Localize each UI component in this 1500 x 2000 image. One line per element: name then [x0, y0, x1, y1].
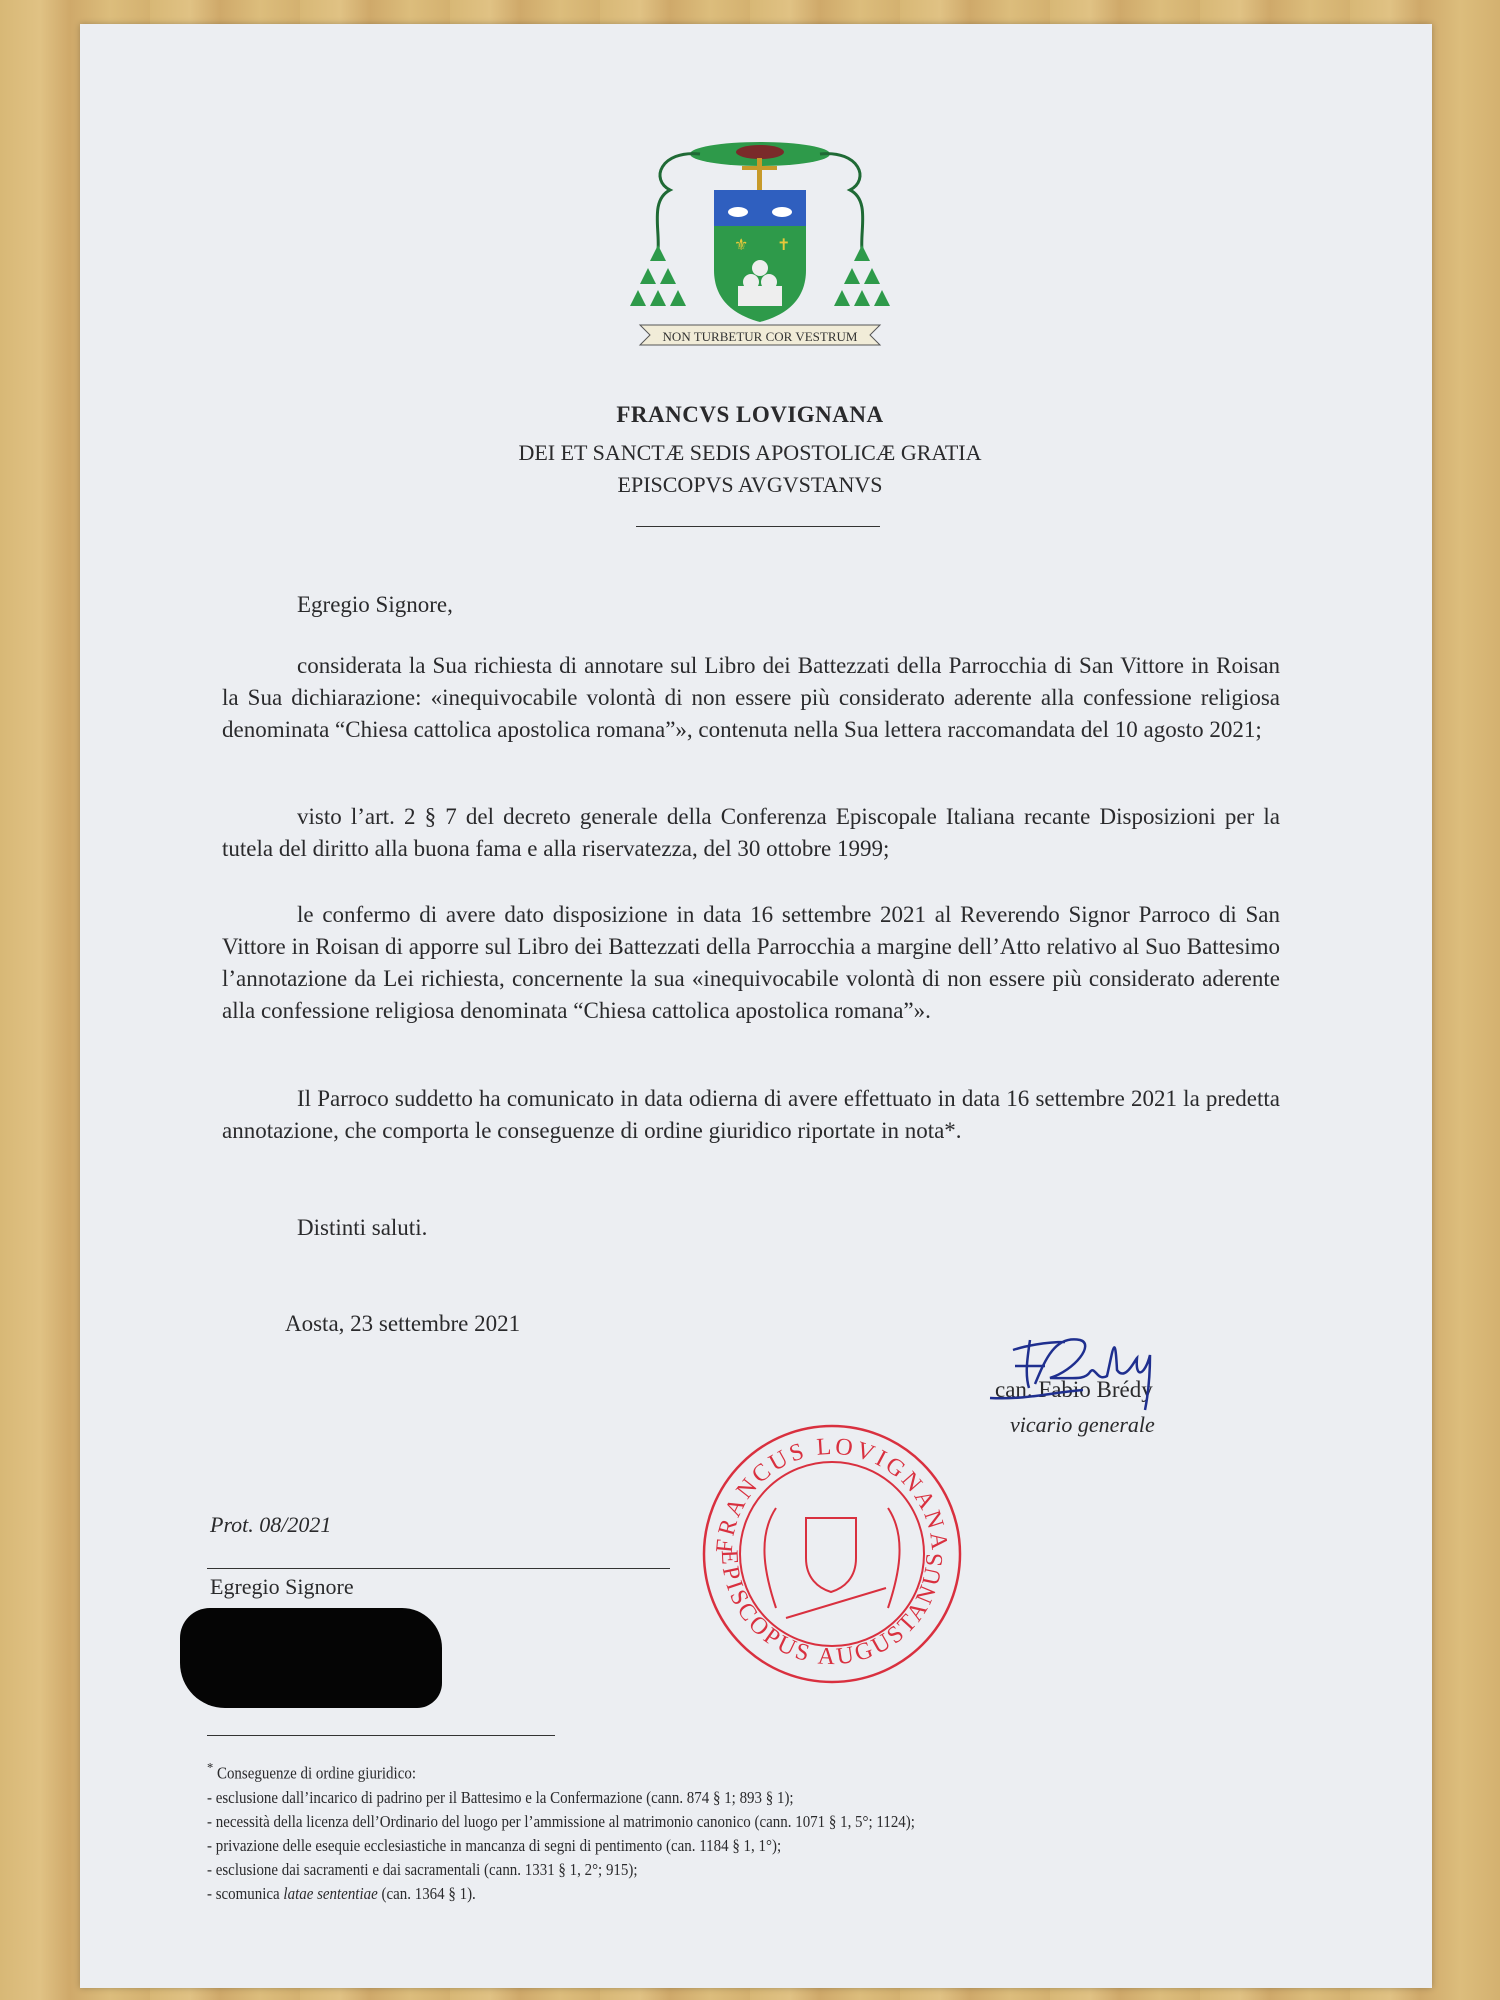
footnote-title-text: Conseguenze di ordine giuridico:: [216, 1763, 416, 1783]
paragraph-text: le confermo di avere dato disposizione in data 16 settembre 2021 al Reverendo Signor Parroco di San Vittore in Roisan di apporre sul Libro dei Battezzati della Parrocchia a margine dell’Atto relativo al Suo Battesimo l’annotazione da Lei richiesta, concernente la sua «inequivocabile volontà di non essere più considerato aderente alla confessione religiosa denominata “Chiesa cattolica apostolica romana”».: [222, 902, 1280, 1023]
letterhead-line-2: DEI ET SANCTÆ SEDIS APOSTOLICÆ GRATIA: [518, 440, 982, 465]
place-date: Aosta, 23 settembre 2021: [285, 1311, 521, 1336]
signer-role: vicario generale: [1010, 1412, 1155, 1437]
footnote-text: (can. 1364 § 1).: [377, 1883, 476, 1903]
redacted-address: [180, 1608, 442, 1708]
svg-text:FRANCUS LOVIGNANA: [712, 1434, 953, 1554]
footnote-divider: [207, 1735, 555, 1736]
bishop-name: FRANCVS LOVIGNANA: [616, 402, 884, 427]
closing: Distinti saluti.: [297, 1215, 428, 1240]
footnote-item: - esclusione dall’incarico di padrino per il Battesimo e la Confermazione (cann. 874 § 1; 893 § 1);: [207, 1787, 794, 1807]
protocol-number: Prot. 08/2021: [210, 1512, 332, 1537]
motto-text: NON TURBETUR COR VESTRUM: [662, 329, 858, 344]
letterhead-line-3: EPISCOPVS AVGVSTANVS: [617, 472, 883, 497]
body-paragraph-2: [222, 801, 1280, 865]
signer-name: can. Fabio Brédy: [995, 1377, 1153, 1402]
footnote-text: - scomunica: [207, 1883, 284, 1903]
header-divider: [636, 526, 880, 527]
body-paragraph-1: [222, 650, 1280, 746]
stamp-text-top: FRANCUS LOVIGNANA: [711, 1433, 953, 1554]
stamp-text-bottom: EPISCOPUS AUGUSTANUS: [715, 1549, 949, 1671]
footnote-item: - esclusione dai sacramenti e dai sacramentali (cann. 1331 § 1, 2°; 915);: [207, 1859, 638, 1879]
svg-text:✝: ✝: [777, 237, 791, 254]
recipient-divider: [207, 1568, 670, 1569]
footnote: [207, 1756, 915, 1906]
paragraph-text: Il Parroco suddetto ha comunicato in data odierna di avere effettuato in data 16 settembre 2021 la predetta annotazione, che comporta le conseguenze di ordine giuridico riportate in nota*.: [222, 1086, 1280, 1143]
footnote-item: [207, 1882, 915, 1906]
salutation: Egregio Signore,: [297, 592, 453, 617]
svg-text:⚜: ⚜: [734, 237, 749, 254]
paragraph-text: visto l’art. 2 § 7 del decreto generale della Conferenza Episcopale Italiana recante Disposizioni per la tutela del diritto alla buona fama e alla riservatezza, del 30 ottobre 1999;: [222, 804, 1280, 861]
body-paragraph-3: [222, 899, 1280, 1027]
coat-of-arms-logo: [630, 140, 890, 375]
paragraph-text: considerata la Sua richiesta di annotare sul Libro dei Battezzati della Parrocchia di San Vittore in Roisan la Sua dichiarazione: «inequivocabile volontà di non essere più considerato aderente alla confessione religiosa denominata “Chiesa cattolica apostolica romana”», contenuta nella Sua lettera raccomandata del 10 agosto 2021;: [222, 653, 1280, 742]
footnote-item: - privazione delle esequie ecclesiastiche in mancanza di segni di pentimento (can. 1184 § 1, 1°);: [207, 1835, 782, 1855]
official-stamp: [696, 1418, 968, 1690]
footnote-title: * Conseguenze di ordine giuridico:: [207, 1760, 416, 1783]
footnote-italic: latae sententiae: [283, 1883, 378, 1903]
handwritten-signature: [985, 1320, 1185, 1420]
footnote-item: - necessità della licenza dell’Ordinario del luogo per l’ammissione al matrimonio canonico (cann. 1071 § 1, 5°; 1124);: [207, 1811, 915, 1831]
recipient-addressee: Egregio Signore: [210, 1574, 354, 1599]
body-paragraph-4: [222, 1083, 1280, 1147]
